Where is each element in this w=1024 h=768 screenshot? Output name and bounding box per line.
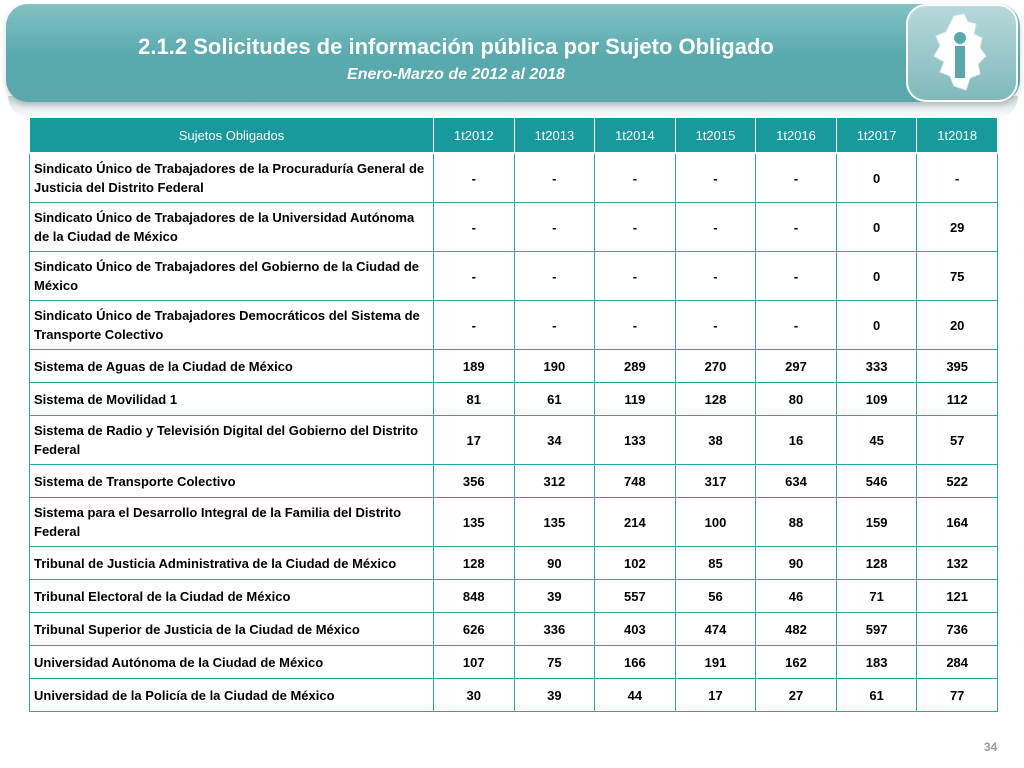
value-cell: 16 <box>756 416 837 465</box>
value-cell: 162 <box>756 646 837 679</box>
value-cell: 27 <box>756 679 837 712</box>
value-cell: - <box>434 301 515 350</box>
value-cell: 190 <box>514 350 595 383</box>
value-cell: 557 <box>595 580 676 613</box>
value-cell: - <box>756 203 837 252</box>
value-cell: 121 <box>917 580 998 613</box>
header-banner <box>6 4 1020 102</box>
column-header: 1t2017 <box>836 118 917 154</box>
value-cell: 133 <box>595 416 676 465</box>
value-cell: 109 <box>836 383 917 416</box>
sujeto-obligado-cell: Tribunal Electoral de la Ciudad de México <box>30 580 434 613</box>
value-cell: 474 <box>675 613 756 646</box>
sujeto-obligado-cell: Tribunal Superior de Justicia de la Ciudad de México <box>30 613 434 646</box>
sujeto-obligado-cell: Universidad Autónoma de la Ciudad de México <box>30 646 434 679</box>
value-cell: 119 <box>595 383 676 416</box>
table-row <box>30 498 998 547</box>
table-row <box>30 646 998 679</box>
value-cell: 56 <box>675 580 756 613</box>
page-subtitle: Enero-Marzo de 2012 al 2018 <box>347 66 565 83</box>
value-cell: 312 <box>514 465 595 498</box>
value-cell: 284 <box>917 646 998 679</box>
value-cell: - <box>595 203 676 252</box>
column-header: 1t2014 <box>595 118 676 154</box>
value-cell: - <box>514 252 595 301</box>
table-row <box>30 416 998 465</box>
value-cell: 403 <box>595 613 676 646</box>
value-cell: 57 <box>917 416 998 465</box>
value-cell: 128 <box>836 547 917 580</box>
value-cell: 522 <box>917 465 998 498</box>
value-cell: 128 <box>675 383 756 416</box>
value-cell: 128 <box>434 547 515 580</box>
sujeto-obligado-cell: Sindicato Único de Trabajadores de la Procuraduría General de Justicia del Distrito Federal <box>30 153 434 203</box>
value-cell: 0 <box>836 153 917 203</box>
column-header: 1t2018 <box>917 118 998 154</box>
value-cell: 45 <box>836 416 917 465</box>
sujeto-obligado-cell: Sistema de Transporte Colectivo <box>30 465 434 498</box>
sujeto-obligado-cell: Sindicato Único de Trabajadores de la Universidad Autónoma de la Ciudad de México <box>30 203 434 252</box>
value-cell: 336 <box>514 613 595 646</box>
table-row <box>30 350 998 383</box>
value-cell: 634 <box>756 465 837 498</box>
value-cell: 597 <box>836 613 917 646</box>
value-cell: 29 <box>917 203 998 252</box>
column-header: 1t2015 <box>675 118 756 154</box>
value-cell: 0 <box>836 203 917 252</box>
value-cell: 30 <box>434 679 515 712</box>
value-cell: 289 <box>595 350 676 383</box>
value-cell: - <box>514 153 595 203</box>
value-cell: 183 <box>836 646 917 679</box>
value-cell: - <box>675 252 756 301</box>
value-cell: 0 <box>836 252 917 301</box>
page-number: 34 <box>984 740 998 754</box>
sujeto-obligado-cell: Sistema de Radio y Televisión Digital del Gobierno del Distrito Federal <box>30 416 434 465</box>
value-cell: 748 <box>595 465 676 498</box>
value-cell: - <box>434 203 515 252</box>
value-cell: 90 <box>514 547 595 580</box>
value-cell: 88 <box>756 498 837 547</box>
table-row <box>30 252 998 301</box>
value-cell: 107 <box>434 646 515 679</box>
value-cell: - <box>756 252 837 301</box>
value-cell: 39 <box>514 679 595 712</box>
value-cell: 17 <box>675 679 756 712</box>
value-cell: 102 <box>595 547 676 580</box>
value-cell: 61 <box>514 383 595 416</box>
sujeto-obligado-cell: Sindicato Único de Trabajadores Democráticos del Sistema de Transporte Colectivo <box>30 301 434 350</box>
value-cell: 0 <box>836 301 917 350</box>
table-row <box>30 679 998 712</box>
table-row <box>30 301 998 350</box>
column-header: 1t2012 <box>434 118 515 154</box>
sujeto-obligado-cell: Sistema para el Desarrollo Integral de la Familia del Distrito Federal <box>30 498 434 547</box>
value-cell: 44 <box>595 679 676 712</box>
table-row <box>30 613 998 646</box>
value-cell: 81 <box>434 383 515 416</box>
value-cell: 112 <box>917 383 998 416</box>
column-header: 1t2013 <box>514 118 595 154</box>
sujeto-obligado-cell: Sistema de Movilidad 1 <box>30 383 434 416</box>
column-header: 1t2016 <box>756 118 837 154</box>
value-cell: 297 <box>756 350 837 383</box>
value-cell: 317 <box>675 465 756 498</box>
cdmx-map-info-icon <box>924 12 1000 94</box>
value-cell: 100 <box>675 498 756 547</box>
value-cell: - <box>595 153 676 203</box>
sujeto-obligado-cell: Universidad de la Policía de la Ciudad de México <box>30 679 434 712</box>
page-title: 2.1.2 Solicitudes de información pública por Sujeto Obligado <box>138 34 774 59</box>
sujeto-obligado-cell: Sindicato Único de Trabajadores del Gobierno de la Ciudad de México <box>30 252 434 301</box>
value-cell: 77 <box>917 679 998 712</box>
logo <box>906 4 1018 102</box>
value-cell: - <box>756 153 837 203</box>
value-cell: 80 <box>756 383 837 416</box>
table-row <box>30 203 998 252</box>
value-cell: 333 <box>836 350 917 383</box>
value-cell: 546 <box>836 465 917 498</box>
value-cell: 61 <box>836 679 917 712</box>
value-cell: - <box>675 301 756 350</box>
table-row <box>30 383 998 416</box>
value-cell: 38 <box>675 416 756 465</box>
value-cell: 75 <box>917 252 998 301</box>
value-cell: - <box>917 153 998 203</box>
value-cell: 164 <box>917 498 998 547</box>
value-cell: 214 <box>595 498 676 547</box>
value-cell: 90 <box>756 547 837 580</box>
value-cell: 166 <box>595 646 676 679</box>
value-cell: - <box>514 203 595 252</box>
value-cell: - <box>756 301 837 350</box>
value-cell: 75 <box>514 646 595 679</box>
value-cell: 85 <box>675 547 756 580</box>
value-cell: 135 <box>514 498 595 547</box>
value-cell: 848 <box>434 580 515 613</box>
table-row <box>30 547 998 580</box>
value-cell: 39 <box>514 580 595 613</box>
value-cell: - <box>514 301 595 350</box>
value-cell: 71 <box>836 580 917 613</box>
value-cell: - <box>595 252 676 301</box>
value-cell: - <box>434 252 515 301</box>
value-cell: 395 <box>917 350 998 383</box>
value-cell: 626 <box>434 613 515 646</box>
value-cell: 46 <box>756 580 837 613</box>
value-cell: 482 <box>756 613 837 646</box>
value-cell: 34 <box>514 416 595 465</box>
sujeto-obligado-cell: Tribunal de Justicia Administrativa de la Ciudad de México <box>30 547 434 580</box>
value-cell: 270 <box>675 350 756 383</box>
table-row <box>30 153 998 203</box>
sujeto-obligado-cell: Sistema de Aguas de la Ciudad de México <box>30 350 434 383</box>
value-cell: 736 <box>917 613 998 646</box>
solicitudes-table <box>29 117 998 712</box>
value-cell: 17 <box>434 416 515 465</box>
value-cell: 20 <box>917 301 998 350</box>
value-cell: 356 <box>434 465 515 498</box>
value-cell: - <box>595 301 676 350</box>
value-cell: 135 <box>434 498 515 547</box>
value-cell: - <box>675 203 756 252</box>
table-row <box>30 580 998 613</box>
value-cell: 159 <box>836 498 917 547</box>
value-cell: - <box>434 153 515 203</box>
table-header-row <box>30 118 998 154</box>
value-cell: 191 <box>675 646 756 679</box>
value-cell: - <box>675 153 756 203</box>
value-cell: 189 <box>434 350 515 383</box>
value-cell: 132 <box>917 547 998 580</box>
table-row <box>30 465 998 498</box>
column-header: Sujetos Obligados <box>30 118 434 154</box>
